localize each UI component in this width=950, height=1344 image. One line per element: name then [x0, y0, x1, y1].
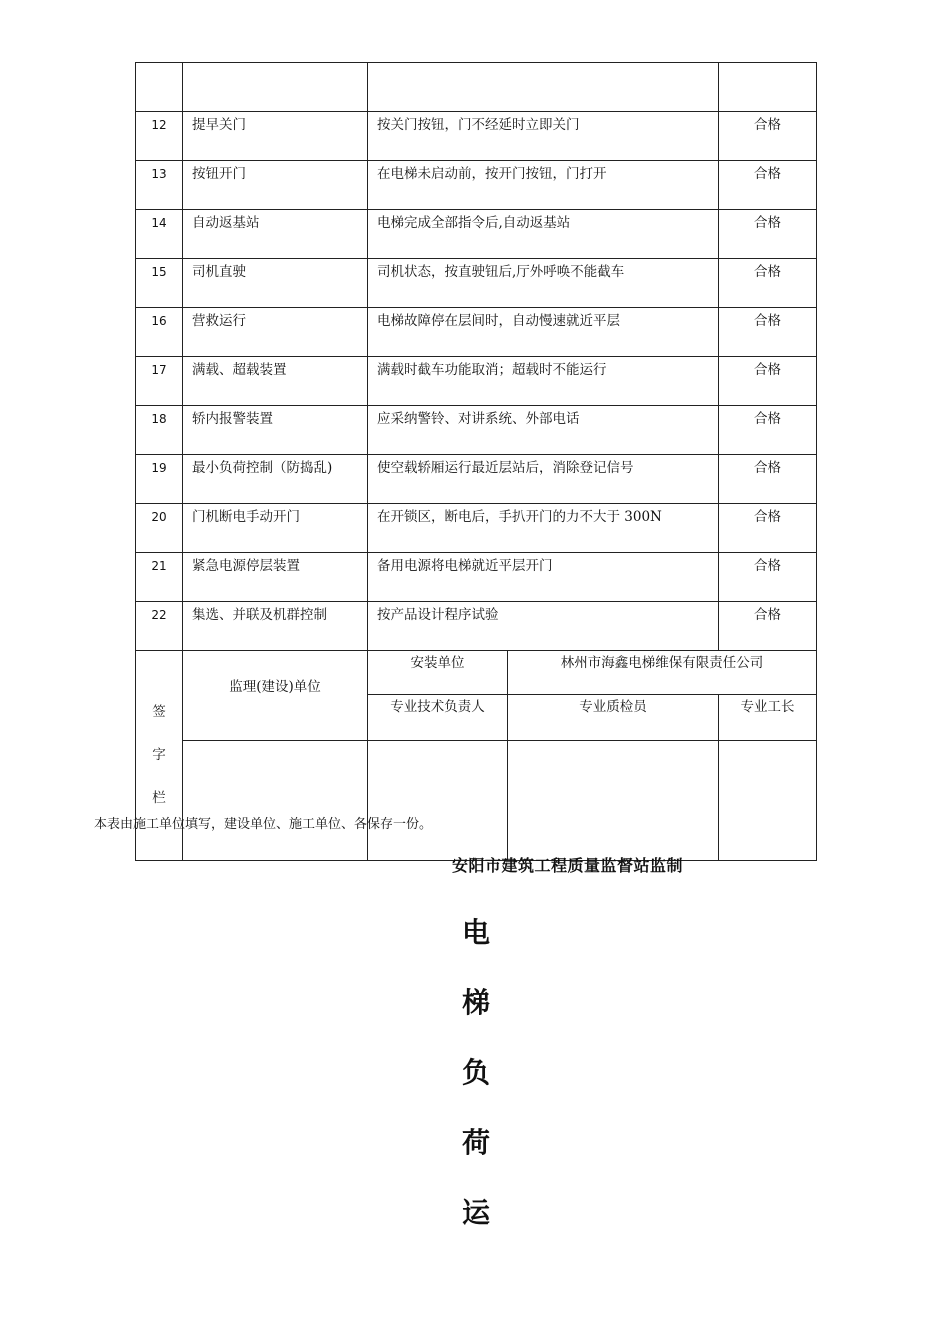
item-description: 电梯故障停在层间时，自动慢速就近平层 [368, 308, 719, 357]
supervising-station: 安阳市建筑工程质量监督站监制 [452, 856, 684, 875]
table-row [136, 161, 817, 210]
item-name [183, 63, 368, 112]
item-result: 合格 [719, 259, 817, 308]
item-name: 提早关门 [183, 112, 368, 161]
item-result: 合格 [719, 357, 817, 406]
table-row [136, 602, 817, 651]
item-name: 紧急电源停层装置 [183, 553, 368, 602]
item-number: 21 [136, 553, 183, 602]
item-number: 22 [136, 602, 183, 651]
item-result: 合格 [719, 406, 817, 455]
item-name: 自动返基站 [183, 210, 368, 259]
item-number: 17 [136, 357, 183, 406]
table-row [136, 112, 817, 161]
elevator-test-table [135, 62, 817, 861]
item-description: 使空载轿厢运行最近层站后，消除登记信号 [368, 455, 719, 504]
table-row [136, 553, 817, 602]
supervisor-unit-label: 监理(建设)单位 [183, 651, 368, 741]
item-number [136, 63, 183, 112]
signature-label-char: 签 [152, 704, 166, 720]
item-description: 备用电源将电梯就近平层开门 [368, 553, 719, 602]
table-row [136, 210, 817, 259]
item-number: 19 [136, 455, 183, 504]
item-description [368, 63, 719, 112]
item-result: 合格 [719, 504, 817, 553]
table-row [136, 357, 817, 406]
item-name: 门机断电手动开门 [183, 504, 368, 553]
item-number: 14 [136, 210, 183, 259]
item-description: 电梯完成全部指令后,自动返基站 [368, 210, 719, 259]
foreman-label: 专业工长 [719, 695, 817, 741]
item-number: 12 [136, 112, 183, 161]
item-result: 合格 [719, 112, 817, 161]
item-name: 满载、超载装置 [183, 357, 368, 406]
item-description: 在电梯未启动前，按开门按钮，门打开 [368, 161, 719, 210]
item-name: 集选、并联及机群控制 [183, 602, 368, 651]
table-row [136, 504, 817, 553]
title-char: 梯 [461, 986, 490, 1019]
tech-lead-signature-cell[interactable] [368, 741, 508, 861]
signature-row-header [136, 651, 817, 695]
item-name: 司机直驶 [183, 259, 368, 308]
install-unit-name: 林州市海鑫电梯维保有限责任公司 [508, 651, 817, 695]
item-name: 轿内报警装置 [183, 406, 368, 455]
item-number: 13 [136, 161, 183, 210]
item-result: 合格 [719, 602, 817, 651]
install-unit-label: 安装单位 [368, 651, 508, 695]
table-row [136, 63, 817, 112]
item-result [719, 63, 817, 112]
item-result: 合格 [719, 210, 817, 259]
table-row [136, 308, 817, 357]
item-description: 应采纳警铃、对讲系统、外部电话 [368, 406, 719, 455]
item-number: 20 [136, 504, 183, 553]
item-number: 18 [136, 406, 183, 455]
table-row [136, 259, 817, 308]
title-char: 电 [461, 916, 490, 949]
table-row [136, 455, 817, 504]
supervisor-signature-cell[interactable] [183, 741, 368, 861]
item-description: 满载时截车功能取消；超载时不能运行 [368, 357, 719, 406]
item-result: 合格 [719, 308, 817, 357]
item-result: 合格 [719, 161, 817, 210]
item-description: 按产品设计程序试验 [368, 602, 719, 651]
quality-inspector-label: 专业质检员 [508, 695, 719, 741]
footnote: 本表由施工单位填写，建设单位、施工单位、各保存一份。 [94, 817, 433, 832]
item-name: 最小负荷控制（防捣乱) [183, 455, 368, 504]
document-title [460, 898, 492, 1248]
title-char: 负 [461, 1056, 490, 1089]
signature-label-char: 栏 [152, 790, 166, 806]
table-row [136, 406, 817, 455]
item-number: 15 [136, 259, 183, 308]
tech-lead-label: 专业技术负责人 [368, 695, 508, 741]
item-name: 按钮开门 [183, 161, 368, 210]
item-name: 营救运行 [183, 308, 368, 357]
item-description: 司机状态，按直驶钮后,厅外呼唤不能截车 [368, 259, 719, 308]
item-number: 16 [136, 308, 183, 357]
quality-inspector-signature-cell[interactable] [508, 741, 719, 861]
item-result: 合格 [719, 455, 817, 504]
item-description: 在开锁区，断电后，手扒开门的力不大于 300N [368, 504, 719, 553]
signature-label-char: 字 [152, 747, 166, 763]
foreman-signature-cell[interactable] [719, 741, 817, 861]
item-result: 合格 [719, 553, 817, 602]
item-description: 按关门按钮，门不经延时立即关门 [368, 112, 719, 161]
title-char: 荷 [461, 1126, 490, 1159]
title-char: 运 [461, 1196, 490, 1229]
signature-row-blank [136, 741, 817, 861]
